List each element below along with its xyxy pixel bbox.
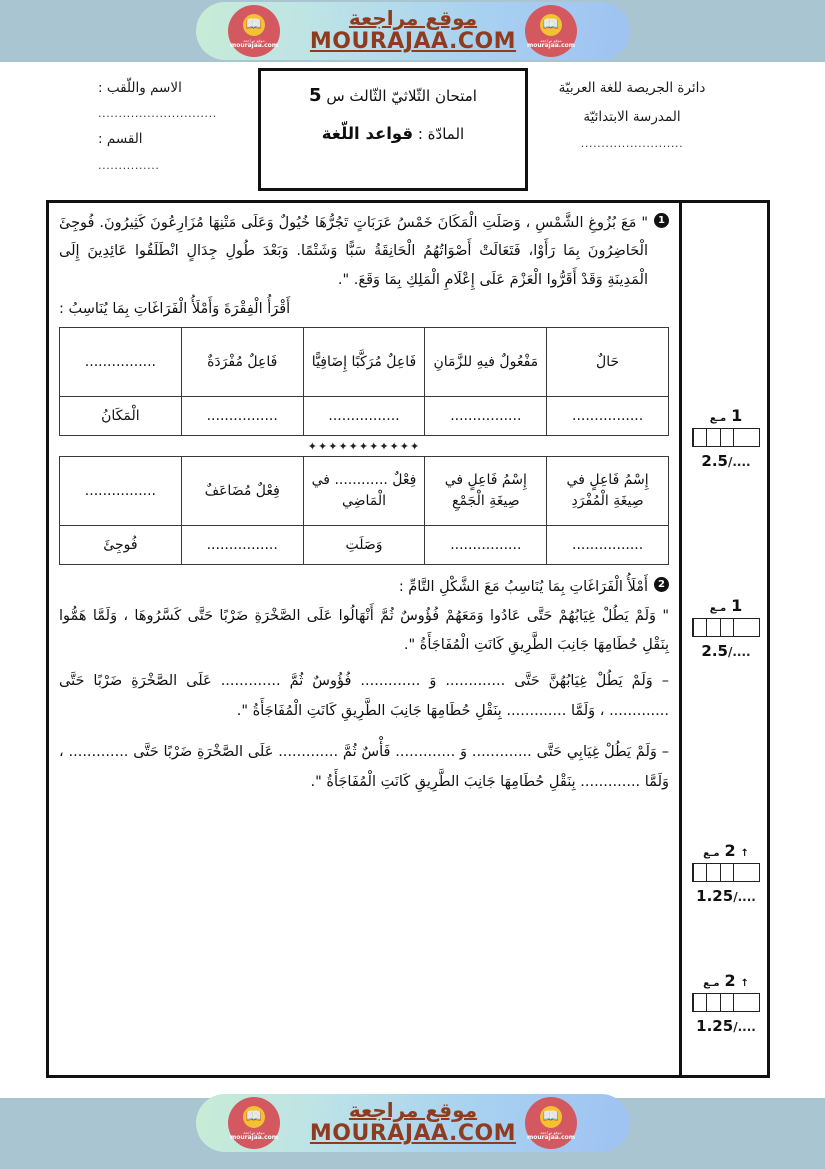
exam-title-box [258,68,528,191]
answer-cell: وَصَلَتِ [303,526,425,565]
score-cell[interactable] [706,864,719,881]
table-answer-row [60,397,669,436]
score-block-2 [682,596,770,660]
criterion-mark: ↑ [740,978,749,989]
grammar-table-1 [59,327,669,436]
answer-cell[interactable]: ................ [547,397,669,436]
school-info-block [537,74,727,156]
book-icon: 📖 [243,14,265,36]
criterion-number: 2 [724,841,736,860]
exercise-2-passage: " وَلَمْ يَطُلْ غِيَابُهُمْ حَتَّى عَادُوا وَمَعَهُمْ فُؤُوسٌ ثُمَّ أَنْهَالُوا عَلَى الصَّخْرَةِ ضَرْبًا حَتَّى كَسَّرُوهَا ، وَلَمَّا هَمُّوا بِنَقْلِ حُطَامِهَا جَانِبَ الطَّرِيقِ كَانَتِ الْمُفَاجَأَةُ ". [59,607,669,654]
school-dotted-line: ......................... [580,137,684,151]
watermark-english-text: MOURAJAA.COM [309,29,517,55]
score-cell[interactable] [733,994,746,1011]
answer-cell: الْمَكَانُ [60,397,182,436]
score-value-2 [682,642,770,660]
directorate-name: دائرة الجريصة للغة العربيّة [558,80,706,96]
exercise-1-instruction: أَقْرَأُ الْفِقْرَةَ وَأَمْلَأُ الْفَرَاغَاتِ بِمَا يُنَاسِبُ : [59,300,291,317]
table-answer-row [60,526,669,565]
score-cell[interactable] [693,429,706,446]
exam-level-number: 5 [309,85,322,106]
score-cell[interactable] [720,864,733,881]
table-header-cell: إِسْمُ فَاعِلٍ في صِيغَةِ الْجَمْعِ [425,457,547,526]
logo-english-caption: mourajaa.com [526,1133,576,1141]
logo-arabic-caption: موقع مراجعة [540,37,562,43]
subject-value: قواعد اللّغة [321,124,414,144]
exam-title-line [273,83,513,108]
student-class-label: القسم : [98,131,143,148]
criterion-number: 1 [731,406,743,425]
site-logo-icon-left [228,5,280,57]
exercise-2 [59,573,669,601]
document-header [0,64,825,192]
score-blank: /.... [733,890,756,904]
criterion-word: مـع [709,603,727,614]
score-max: 2.5 [701,452,728,470]
criterion-word: مـع [709,413,727,424]
score-cell[interactable] [733,429,746,446]
scoring-margin-column [679,203,767,1075]
answer-cell[interactable]: ................ [425,397,547,436]
answer-cell[interactable]: ................ [303,397,425,436]
score-cell[interactable] [733,619,746,636]
table-header-cell: حَالٌ [547,328,669,397]
table-header-cell: ................ [60,328,182,397]
school-name: المدرسة الابتدائيّة [583,109,681,126]
exercise-1-passage: " مَعَ بُزُوغِ الشَّمْسِ ، وَصَلَتِ الْمَكَانَ خَمْسُ عَرَبَاتٍ تَجُرُّهَا خُيُولٌ وَعَلَى مَتْنِهَا مُزَارِعُونَ كَثِيرُونَ. فُوجِئَ الْحَاضِرُونَ بِمَا رَأَوْا، فَتَعَالَتْ أَصْوَاتُهُمُ الْحَانِقَةُ سَبًّا وَشَتْمًا. وَبَعْدَ طُولِ جِدَالٍ انْطَلَقُوا عَائِدِينَ إِلَى الْمَدِينَةِ وَقَدْ أَقَرُّوا الْعَزْمَ عَلَى إِعْلَامِ الْمَلِكِ بِمَا وَقَعَ. ". [59,215,648,288]
score-block-4 [682,971,770,1035]
score-cells-2[interactable] [692,618,760,637]
criterion-word: مـع [703,978,720,989]
logo-arabic-caption: موقع مراجعة [540,1129,562,1135]
answer-cell: فُوجِئَ [60,526,182,565]
score-block-3 [682,841,770,905]
table-header-row [60,457,669,526]
score-value-1 [682,452,770,470]
table-header-cell: مَفْعُولٌ فيهِ للزَّمَانِ [425,328,547,397]
score-cells-1[interactable] [692,428,760,447]
subject-label: المادّة : [417,125,465,144]
student-name-field[interactable]: ............................. [98,107,217,121]
score-value-4 [682,1017,770,1035]
score-cells-4[interactable] [692,993,760,1012]
watermark-arabic-text: موقع مراجعة [348,1098,478,1123]
exam-title-text: امتحان الثّلاثيّ الثّالث س [326,87,477,105]
grammar-table-2 [59,456,669,565]
answer-cell[interactable]: ................ [547,526,669,565]
score-max: 1.25 [696,1017,734,1035]
exam-sheet-frame [46,200,770,1078]
score-max: 1.25 [696,887,734,905]
criterion-number: 2 [724,971,736,990]
score-cell[interactable] [706,619,719,636]
answer-cell[interactable]: ................ [425,526,547,565]
score-cell[interactable] [706,429,719,446]
table-header-cell: فِعْلٌ مُضَاعَفٌ [181,457,303,526]
student-info-block [98,74,268,177]
book-icon: 📖 [540,14,562,36]
score-cell[interactable] [706,994,719,1011]
logo-arabic-caption: موقع مراجعة [243,37,265,43]
watermark-arabic-text: موقع مراجعة [348,6,478,31]
score-cell[interactable] [693,864,706,881]
score-cell[interactable] [747,619,759,636]
criterion-number: 1 [731,596,743,615]
exercise-1 [59,209,669,294]
diamond-separator: ✦✦✦✦✦✦✦✦✦✦✦ [307,440,421,454]
score-cell[interactable] [720,994,733,1011]
exercise-2-instruction: أَمْلَأُ الْفَرَاغَاتِ بِمَا يُنَاسِبُ مَعَ الشَّكْلِ التَّامِّ : [398,579,648,596]
score-blank: /.... [727,455,751,469]
score-cell[interactable] [733,864,746,881]
book-icon: 📖 [243,1106,265,1128]
exercise-1-number: 1 [654,213,669,228]
site-logo-icon-right [525,1097,577,1149]
student-name-label: الاسم واللّقب : [98,80,182,96]
table-header-row [60,328,669,397]
logo-english-caption: mourajaa.com [229,1133,279,1141]
criterion-label-3 [682,841,770,860]
answer-cell[interactable]: ................ [181,397,303,436]
criterion-label-1 [682,406,770,425]
criterion-label-4 [682,971,770,990]
score-max: 2.5 [701,642,728,660]
table-header-cell: فَاعِلٌ مُفْرَدَةٌ [181,328,303,397]
exercise-2-answer-line-2[interactable]: – وَلَمْ يَطُلْ غِيَابِي حَتَّى ............. وَ ............. فَأْسٌ ثُمَّ ............. عَلَى الصَّخْرَةِ ضَرْبًا حَتَّى ............. ، وَلَمَّا ............. بِنَقْلِ حُطَامِهَا جَانِبَ الطَّرِيقِ كَانَتِ الْمُفَاجَأَةُ ". [59,744,669,791]
score-cell[interactable] [720,619,733,636]
logo-english-caption: mourajaa.com [229,41,279,49]
logo-english-caption: mourajaa.com [526,41,576,49]
table-header-cell: ................ [60,457,182,526]
answer-cell[interactable]: ................ [181,526,303,565]
logo-arabic-caption: موقع مراجعة [243,1129,265,1135]
score-cell[interactable] [693,994,706,1011]
score-value-3 [682,887,770,905]
criterion-mark: ↑ [740,848,749,859]
score-block-1 [682,406,770,470]
subject-line [273,124,513,143]
exercise-2-answer-line-1[interactable]: – وَلَمْ يَطُلْ غِيَابُهُنَّ حَتَّى ............. وَ ............. فُؤُوسٌ ثُمَّ ............. عَلَى الصَّخْرَةِ ضَرْبًا حَتَّى ............. ، وَلَمَّا ............. بِنَقْلِ حُطَامِهَا جَانِبَ الطَّرِيقِ كَانَتِ الْمُفَاجَأَةُ ". [59,673,669,719]
score-blank: /.... [727,645,751,659]
book-icon: 📖 [540,1106,562,1128]
score-cell[interactable] [747,429,759,446]
score-cell[interactable] [693,619,706,636]
watermark-english-text: MOURAJAA.COM [309,1121,517,1147]
score-cell[interactable] [747,994,759,1011]
site-logo-icon-left [228,1097,280,1149]
watermark-banner-top [0,0,825,62]
table-header-cell: فَاعِلٌ مُرَكَّبًا إِضَافِيًّا [303,328,425,397]
score-cells-3[interactable] [692,863,760,882]
table-header-cell: إِسْمُ فَاعِلٍ في صِيغَةِ الْمُفْرَدِ [547,457,669,526]
score-blank: /.... [733,1020,756,1034]
exam-content-column [49,203,679,1075]
score-cell[interactable] [720,429,733,446]
watermark-banner-bottom [0,1092,825,1154]
site-logo-icon-right [525,5,577,57]
score-cell[interactable] [747,864,759,881]
exercise-2-number: 2 [654,577,669,592]
student-class-field[interactable]: ............... [98,158,160,172]
criterion-label-2 [682,596,770,615]
criterion-word: مـع [703,848,720,859]
table-header-cell: فِعْلٌ ............ في الْمَاضِي [303,457,425,526]
